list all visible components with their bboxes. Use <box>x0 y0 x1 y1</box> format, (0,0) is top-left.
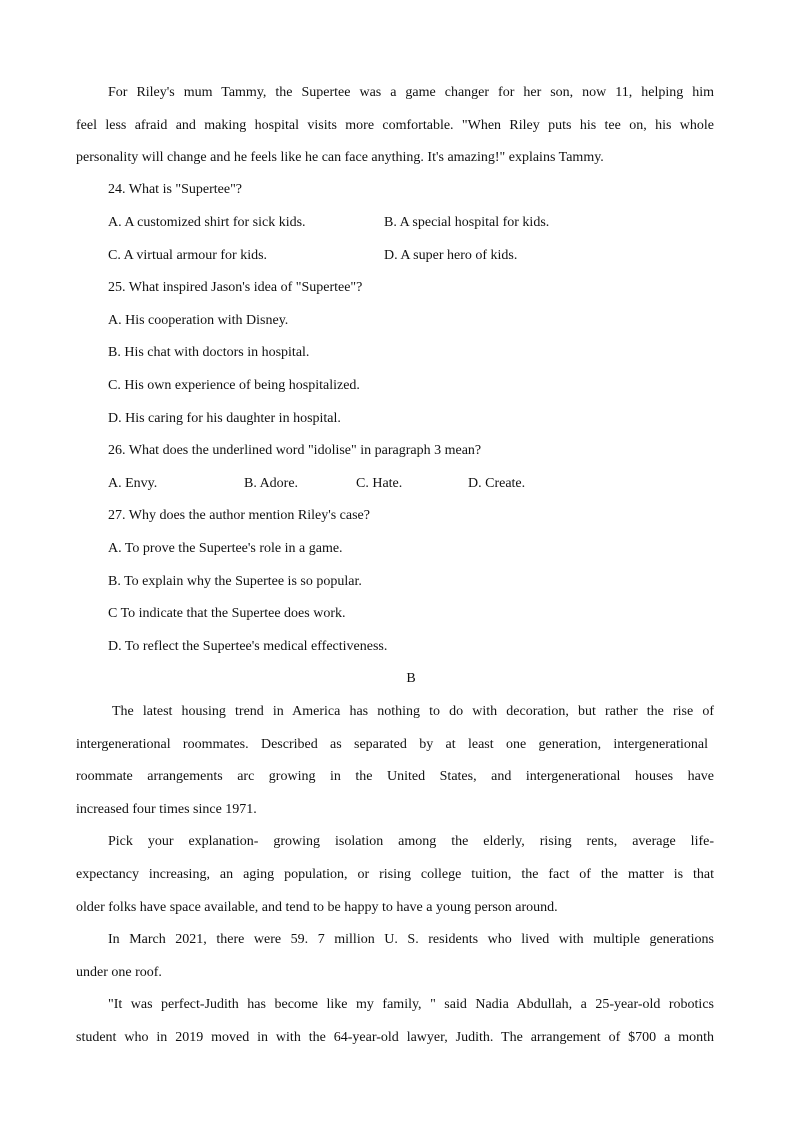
question-27-option-d: D. To reflect the Supertee's medical effectiveness. <box>108 639 388 654</box>
section-b-p2-line-1: Pick your explanation- growing isolation among the elderly, rising rents, average life- <box>108 834 714 849</box>
question-26-option-b: B. Adore. <box>244 476 299 491</box>
question-25-option-b: B. His chat with doctors in hospital. <box>108 345 310 360</box>
question-24-option-a: A. A customized shirt for sick kids. <box>108 215 306 230</box>
section-b-p3-line-1: In March 2021, there were 59. 7 million U. S. residents who lived with multiple generations <box>108 932 714 947</box>
question-24-option-d: D. A super hero of kids. <box>384 248 518 263</box>
section-b-p2-line-2: expectancy increasing, an aging population, or rising college tuition, the fact of the matter is that <box>76 867 714 882</box>
section-b-p4-line-1: "It was perfect-Judith has become like my family, " said Nadia Abdullah, a 25-year-old robotics <box>108 997 714 1012</box>
question-27-option-a: A. To prove the Supertee's role in a game. <box>108 541 343 556</box>
passage-a-line-2: feel less afraid and making hospital visits more comfortable. "When Riley puts his tee on, his whole <box>76 118 714 133</box>
question-26-option-d: D. Create. <box>468 476 526 491</box>
question-27-option-c: C To indicate that the Supertee does work. <box>108 606 346 621</box>
question-24-stem: 24. What is "Supertee"? <box>108 182 243 197</box>
section-b-p1-line-3: roommate arrangements arc growing in the United States, and intergenerational houses have <box>76 769 714 784</box>
section-b-p4-line-2: student who in 2019 moved in with the 64-year-old lawyer, Judith. The arrangement of $700 a month <box>76 1030 714 1045</box>
question-26-option-a: A. Envy. <box>108 476 158 491</box>
question-27-option-b: B. To explain why the Supertee is so popular. <box>108 574 362 589</box>
section-b-p1-line-1: The latest housing trend in America has nothing to do with decoration, but rather the rise of <box>112 704 714 719</box>
question-25-option-d: D. His caring for his daughter in hospital. <box>108 411 341 426</box>
question-24-option-b: B. A special hospital for kids. <box>384 215 550 230</box>
section-b-p1-line-4: increased four times since 1971. <box>76 802 257 817</box>
section-b-p1-line-2: intergenerational roommates. Described as separated by at least one generation, intergenerational <box>76 737 708 752</box>
section-b-p2-line-3: older folks have space available, and tend to be happy to have a young person around. <box>76 900 558 915</box>
section-b-heading: B <box>406 671 416 686</box>
question-24-option-c: C. A virtual armour for kids. <box>108 248 268 263</box>
question-25-option-a: A. His cooperation with Disney. <box>108 313 289 328</box>
passage-a-line-1: For Riley's mum Tammy, the Supertee was a game changer for her son, now 11, helping him <box>108 85 714 100</box>
question-27-stem: 27. Why does the author mention Riley's case? <box>108 508 370 523</box>
section-b-p3-line-2: under one roof. <box>76 965 162 980</box>
question-26-option-c: C. Hate. <box>356 476 403 491</box>
passage-a-line-3: personality will change and he feels like he can face anything. It's amazing!" explains Tammy. <box>76 150 604 165</box>
question-25-stem: 25. What inspired Jason's idea of "Supertee"? <box>108 280 363 295</box>
question-25-option-c: C. His own experience of being hospitalized. <box>108 378 360 393</box>
question-26-stem: 26. What does the underlined word "idolise" in paragraph 3 mean? <box>108 443 482 458</box>
